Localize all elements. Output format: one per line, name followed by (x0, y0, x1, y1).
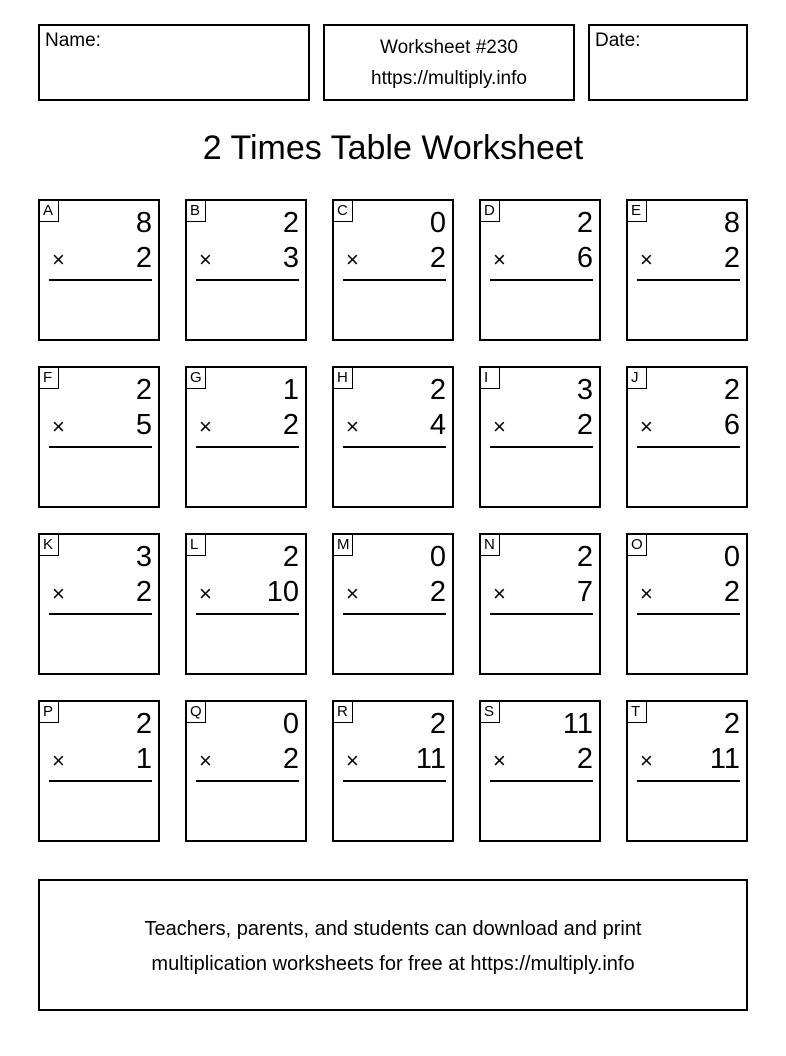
multiplier: 11 (415, 743, 446, 775)
problem-letter: R (333, 701, 353, 723)
answer-line (343, 613, 446, 615)
multiplicand: 2 (576, 541, 593, 573)
times-sign: × (52, 247, 65, 272)
multiplicand: 3 (135, 541, 152, 573)
multiplier: 7 (576, 576, 593, 608)
multiplicand: 2 (723, 708, 740, 740)
multiplier: 2 (576, 409, 593, 441)
times-sign: × (52, 581, 65, 606)
times-sign: × (52, 748, 65, 773)
worksheet-number: Worksheet #230 (379, 37, 518, 58)
footer-box (38, 879, 748, 1011)
problem-card (185, 700, 307, 842)
times-sign: × (346, 414, 359, 439)
answer-line (490, 446, 593, 448)
times-sign: × (640, 414, 653, 439)
problem-card (38, 199, 160, 341)
answer-line (49, 446, 152, 448)
multiplicand: 2 (135, 374, 152, 406)
problem-card (479, 199, 601, 341)
times-sign: × (199, 748, 212, 773)
problem-card (332, 366, 454, 508)
problem-letter: S (480, 701, 500, 723)
answer-line (637, 279, 740, 281)
answer-line (49, 613, 152, 615)
answer-line (49, 279, 152, 281)
multiplier: 6 (576, 242, 593, 274)
answer-line (637, 780, 740, 782)
problem-card (626, 366, 748, 508)
problem-letter: M (333, 534, 353, 556)
problem-letter: J (627, 367, 647, 389)
answer-line (49, 780, 152, 782)
problem-card (479, 700, 601, 842)
problem-card (626, 199, 748, 341)
answer-line (490, 279, 593, 281)
times-sign: × (640, 581, 653, 606)
times-sign: × (493, 247, 506, 272)
times-sign: × (346, 581, 359, 606)
multiplier: 2 (723, 576, 740, 608)
multiplier: 11 (709, 743, 740, 775)
answer-line (637, 446, 740, 448)
multiplicand: 8 (135, 207, 152, 239)
multiplier: 4 (429, 409, 446, 441)
multiplicand: 0 (429, 541, 446, 573)
problem-letter: A (39, 200, 59, 222)
answer-line (343, 446, 446, 448)
problem-card (332, 700, 454, 842)
problem-card (185, 366, 307, 508)
name-box (38, 24, 310, 101)
times-sign: × (199, 414, 212, 439)
problem-letter: L (186, 534, 206, 556)
problem-letter: G (186, 367, 206, 389)
multiplicand: 0 (429, 207, 446, 239)
times-sign: × (640, 247, 653, 272)
times-sign: × (493, 414, 506, 439)
times-sign: × (640, 748, 653, 773)
answer-line (343, 279, 446, 281)
problem-card (626, 533, 748, 675)
answer-line (637, 613, 740, 615)
answer-line (196, 279, 299, 281)
problem-card (185, 199, 307, 341)
multiplicand: 1 (282, 374, 299, 406)
problem-card (332, 533, 454, 675)
multiplicand: 2 (576, 207, 593, 239)
multiplicand: 0 (723, 541, 740, 573)
multiplicand: 2 (282, 207, 299, 239)
multiplicand: 11 (562, 708, 593, 740)
times-sign: × (493, 748, 506, 773)
multiplicand: 2 (723, 374, 740, 406)
problem-letter: C (333, 200, 353, 222)
problem-letter: H (333, 367, 353, 389)
date-label: Date: (595, 30, 641, 51)
problem-grid (38, 199, 750, 842)
multiplicand: 2 (282, 541, 299, 573)
multiplicand: 2 (429, 708, 446, 740)
problem-letter: P (39, 701, 59, 723)
multiplicand: 8 (723, 207, 740, 239)
footer-line-2: multiplication worksheets for free at https://multiply.info (151, 953, 635, 975)
problem-card (38, 533, 160, 675)
answer-line (343, 780, 446, 782)
problem-letter: T (627, 701, 647, 723)
problem-letter: N (480, 534, 500, 556)
problem-card (626, 700, 748, 842)
answer-line (490, 613, 593, 615)
worksheet-title: 2 Times Table Worksheet (202, 129, 584, 167)
name-label: Name: (45, 30, 101, 51)
answer-line (196, 446, 299, 448)
problem-card (185, 533, 307, 675)
multiplier: 2 (282, 409, 299, 441)
problem-letter: B (186, 200, 206, 222)
problem-letter: D (480, 200, 500, 222)
problem-card (332, 199, 454, 341)
problem-letter: K (39, 534, 59, 556)
multiplier: 2 (723, 242, 740, 274)
times-sign: × (493, 581, 506, 606)
problem-letter: I (480, 367, 500, 389)
times-sign: × (199, 247, 212, 272)
times-sign: × (199, 581, 212, 606)
problem-letter: Q (186, 701, 206, 723)
footer-line-1: Teachers, parents, and students can download and print (144, 918, 642, 940)
multiplier: 5 (135, 409, 152, 441)
problem-card (38, 366, 160, 508)
multiplier: 3 (282, 242, 299, 274)
multiplicand: 0 (282, 708, 299, 740)
problem-card (38, 700, 160, 842)
multiplier: 2 (135, 242, 152, 274)
problem-letter: E (627, 200, 647, 222)
problem-letter: O (627, 534, 647, 556)
times-sign: × (346, 748, 359, 773)
times-sign: × (52, 414, 65, 439)
answer-line (490, 780, 593, 782)
multiplicand: 3 (576, 374, 593, 406)
date-box (588, 24, 748, 101)
website-url: https://multiply.info (371, 68, 527, 89)
problem-letter: F (39, 367, 59, 389)
multiplicand: 2 (429, 374, 446, 406)
multiplier: 2 (576, 743, 593, 775)
multiplier: 2 (135, 576, 152, 608)
problem-card (479, 533, 601, 675)
multiplier: 10 (266, 576, 299, 608)
multiplier: 2 (429, 576, 446, 608)
problem-card (479, 366, 601, 508)
worksheet-info-box (323, 24, 575, 101)
multiplier: 2 (429, 242, 446, 274)
multiplier: 1 (135, 743, 152, 775)
answer-line (196, 780, 299, 782)
answer-line (196, 613, 299, 615)
times-sign: × (346, 247, 359, 272)
multiplier: 2 (282, 743, 299, 775)
multiplicand: 2 (135, 708, 152, 740)
multiplier: 6 (723, 409, 740, 441)
